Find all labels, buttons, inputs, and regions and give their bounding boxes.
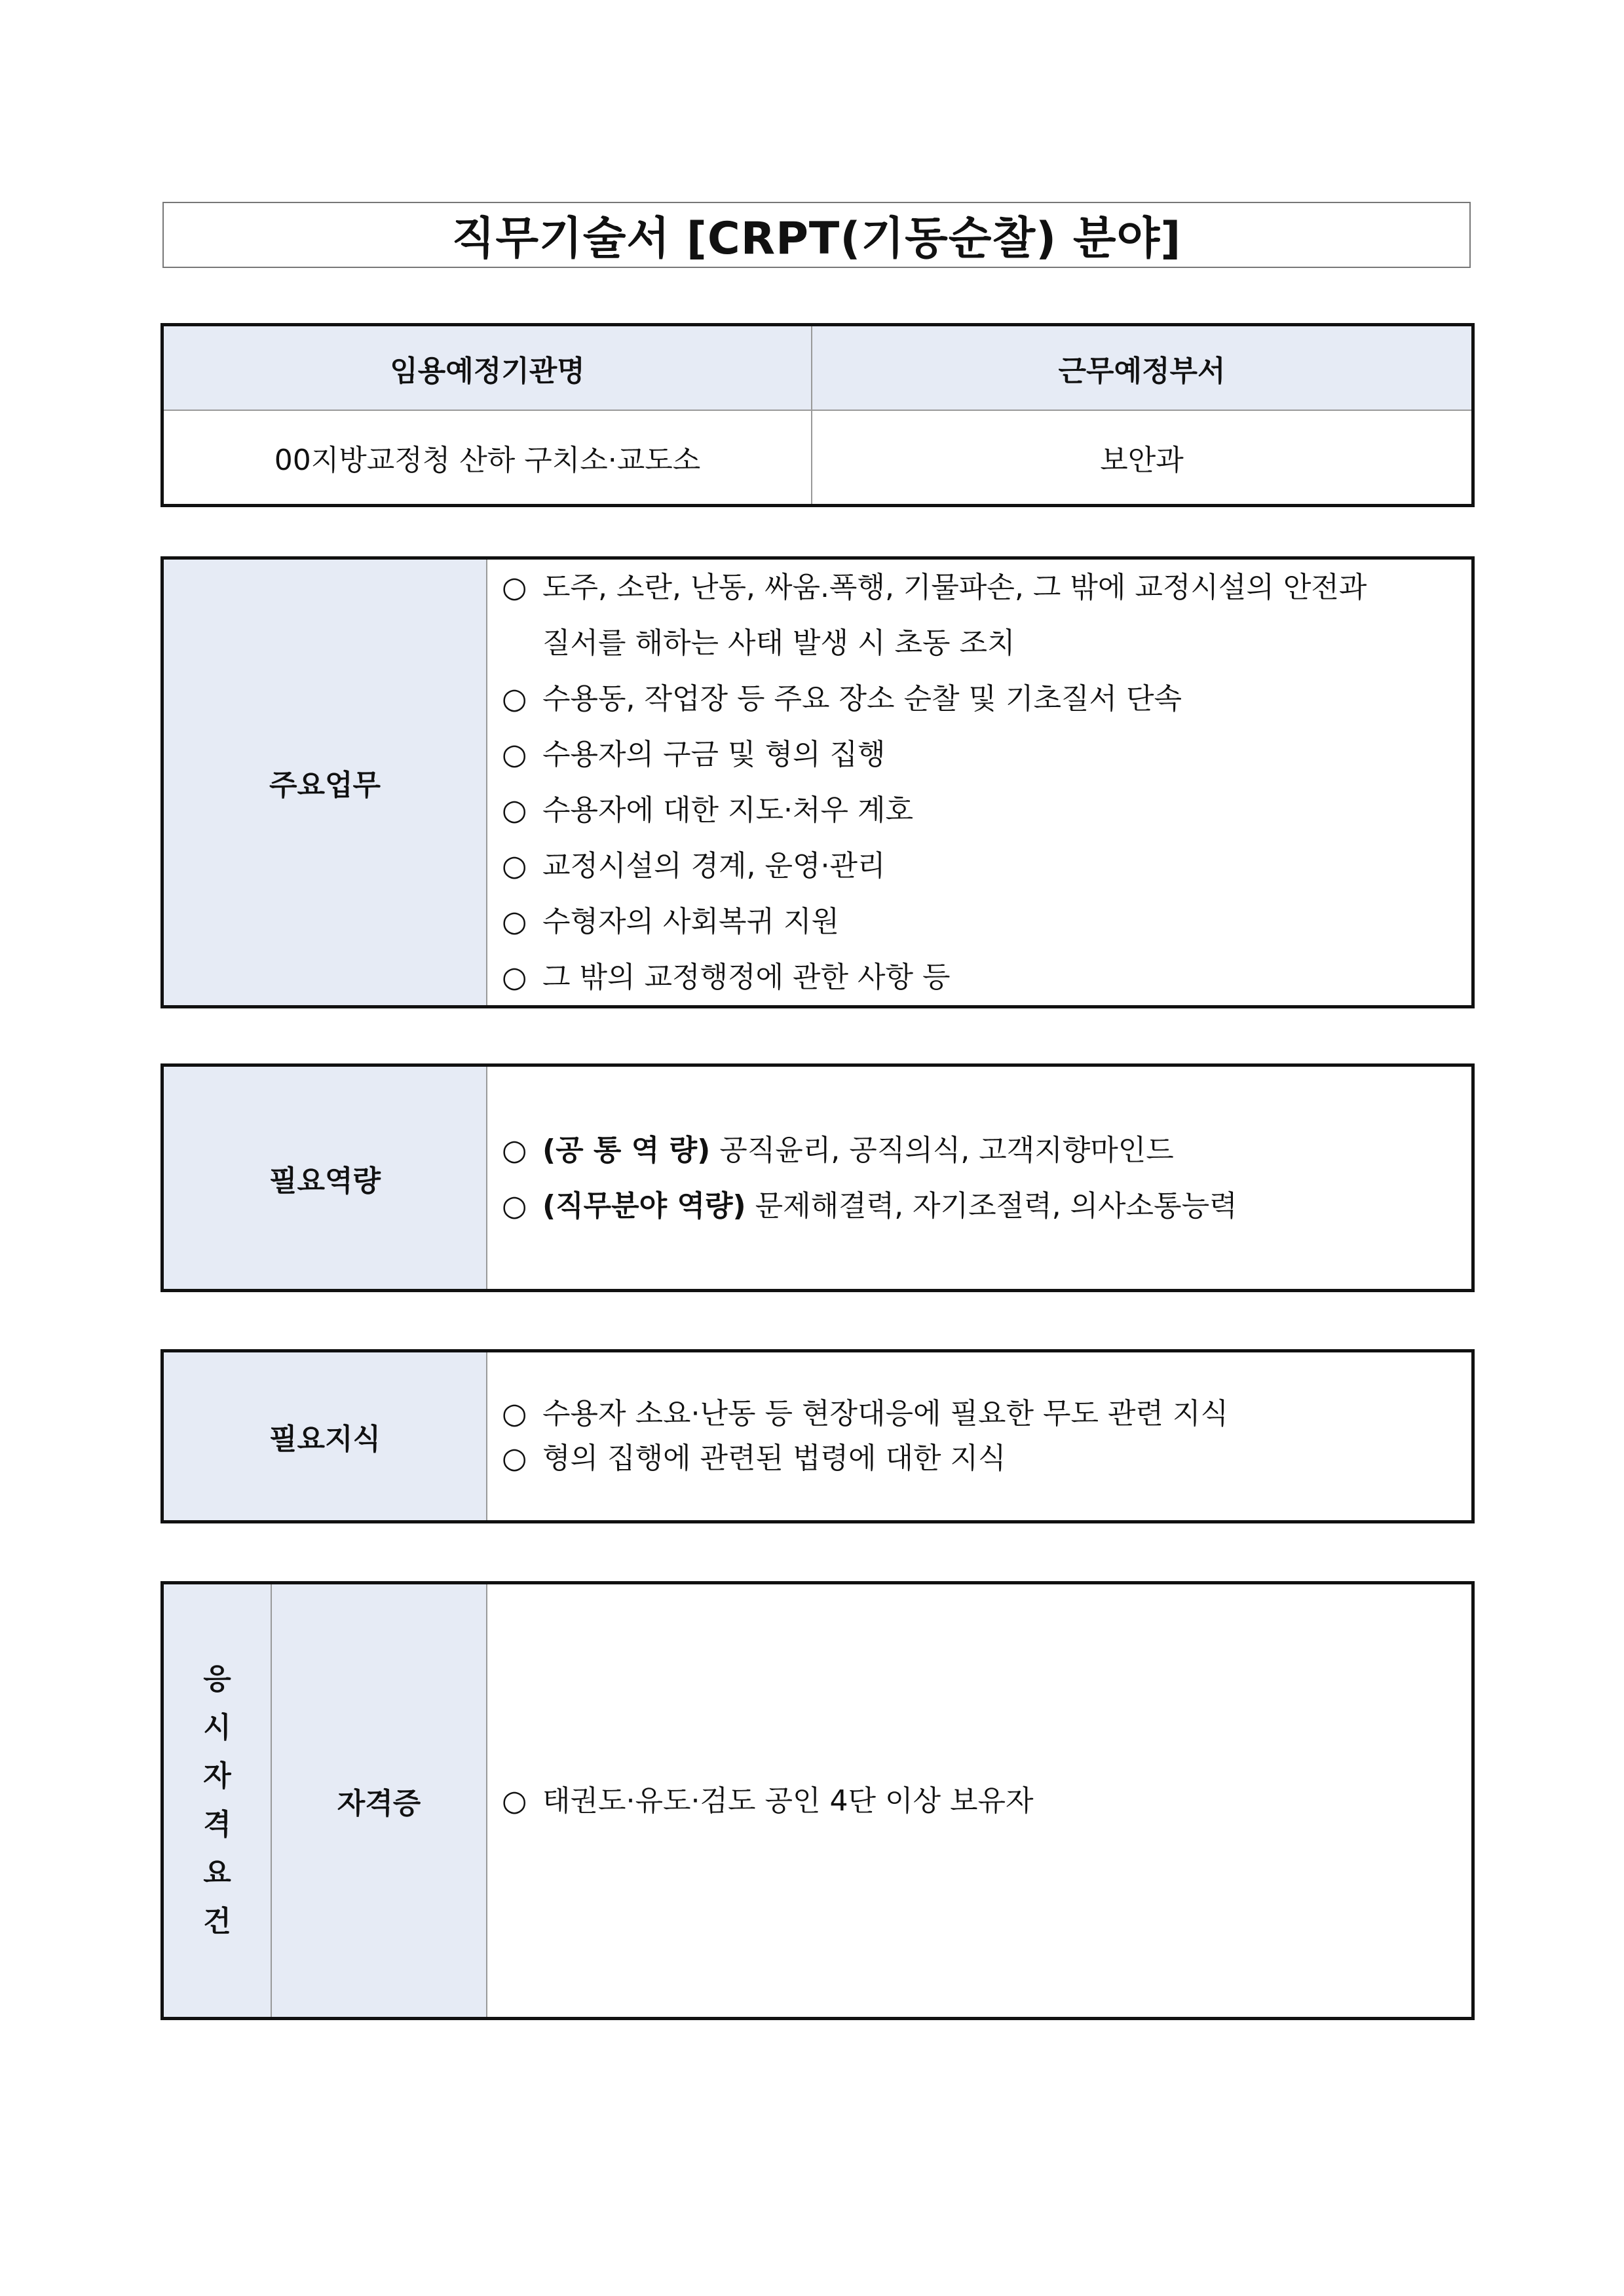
circle-bullet-icon: ○: [502, 905, 527, 938]
agency-value: 00지방교정청 산하 구치소·교도소: [163, 410, 812, 505]
circle-bullet-icon: ○: [502, 1784, 527, 1818]
duty-item-2: [502, 671, 1460, 727]
agency-table: [162, 325, 1473, 505]
duty-item-3: [502, 727, 1460, 782]
knowledge-table: [162, 1351, 1473, 1521]
agency-header: 임용예정기관명: [163, 326, 812, 410]
competency-label: 필요역량: [163, 1066, 487, 1290]
requirements-label-char: 응: [203, 1662, 231, 1696]
circle-bullet-icon: ○: [502, 1189, 527, 1223]
circle-bullet-icon: ○: [502, 961, 527, 994]
competency-head: (공 통 역 량): [542, 1133, 711, 1167]
duty-item-1: [502, 560, 1460, 615]
knowledge-label: 필요지식: [163, 1352, 487, 1521]
duties-label: 주요업무: [163, 559, 487, 1006]
knowledge-text: 수용자 소요·난동 등 현장대응에 필요한 무도 관련 지식: [542, 1397, 1228, 1430]
duty-text: 수용자의 구금 및 형의 집행: [542, 738, 886, 771]
duty-text: 수형자의 사회복귀 지원: [542, 905, 840, 938]
department-value: 보안과: [812, 410, 1472, 505]
requirements-label-char: 요: [203, 1856, 231, 1890]
document-title: 직무기술서 [CRPT(기동순찰) 분야]: [162, 202, 1471, 268]
duty-text: 도주, 소란, 난동, 싸움.폭행, 기물파손, 그 밖에 교정시설의 안전과: [542, 571, 1367, 604]
circle-bullet-icon: ○: [502, 682, 527, 716]
circle-bullet-icon: ○: [502, 794, 527, 827]
requirements-label: [163, 1584, 271, 2018]
competency-head: (직무분야 역량): [542, 1189, 746, 1223]
circle-bullet-icon: ○: [502, 1442, 527, 1475]
competency-table: [162, 1065, 1473, 1290]
circle-bullet-icon: ○: [502, 849, 527, 883]
requirements-table: [162, 1583, 1473, 2018]
duty-item-7: [502, 949, 1460, 1005]
knowledge-text: 형의 집행에 관련된 법령에 대한 지식: [542, 1442, 1006, 1475]
competency-text: 공직윤리, 공직의식, 고객지향마인드: [719, 1133, 1174, 1167]
certificate-text: 태권도·유도·검도 공인 4단 이상 보유자: [542, 1784, 1034, 1818]
knowledge-item-2: [502, 1436, 1460, 1481]
circle-bullet-icon: ○: [502, 571, 527, 604]
duties-table: [162, 558, 1473, 1006]
duty-text: 수용자에 대한 지도·처우 계호: [542, 794, 913, 827]
knowledge-content: [487, 1352, 1472, 1521]
duty-item-5: [502, 838, 1460, 894]
knowledge-item-1: [502, 1392, 1460, 1436]
requirements-label-char: 시: [203, 1711, 231, 1744]
circle-bullet-icon: ○: [502, 1397, 527, 1430]
duty-text: 교정시설의 경계, 운영·관리: [542, 849, 886, 883]
duty-item-1-continued: 질서를 해하는 사태 발생 시 초동 조치: [542, 626, 1015, 660]
circle-bullet-icon: ○: [502, 1133, 527, 1167]
duty-text: 수용동, 작업장 등 주요 장소 순찰 및 기초질서 단속: [542, 682, 1182, 716]
requirements-label-char: 격: [203, 1808, 231, 1841]
competency-text: 문제해결력, 자기조절력, 의사소통능력: [755, 1189, 1237, 1223]
duty-item-4: [502, 782, 1460, 838]
competency-item-job: [502, 1178, 1460, 1234]
competency-content: [487, 1066, 1472, 1290]
requirements-label-char: 자: [203, 1759, 231, 1793]
competency-item-common: [502, 1122, 1460, 1178]
department-header: 근무예정부서: [812, 326, 1472, 410]
duties-content: [487, 559, 1472, 1006]
certificate-item-1: [502, 1773, 1460, 1829]
certificate-content: [487, 1584, 1472, 2018]
requirements-label-char: 건: [203, 1905, 231, 1938]
certificate-label: 자격증: [271, 1584, 487, 2018]
duty-text: 그 밖의 교정행정에 관한 사항 등: [542, 961, 951, 994]
circle-bullet-icon: ○: [502, 738, 527, 771]
duty-item-6: [502, 894, 1460, 949]
